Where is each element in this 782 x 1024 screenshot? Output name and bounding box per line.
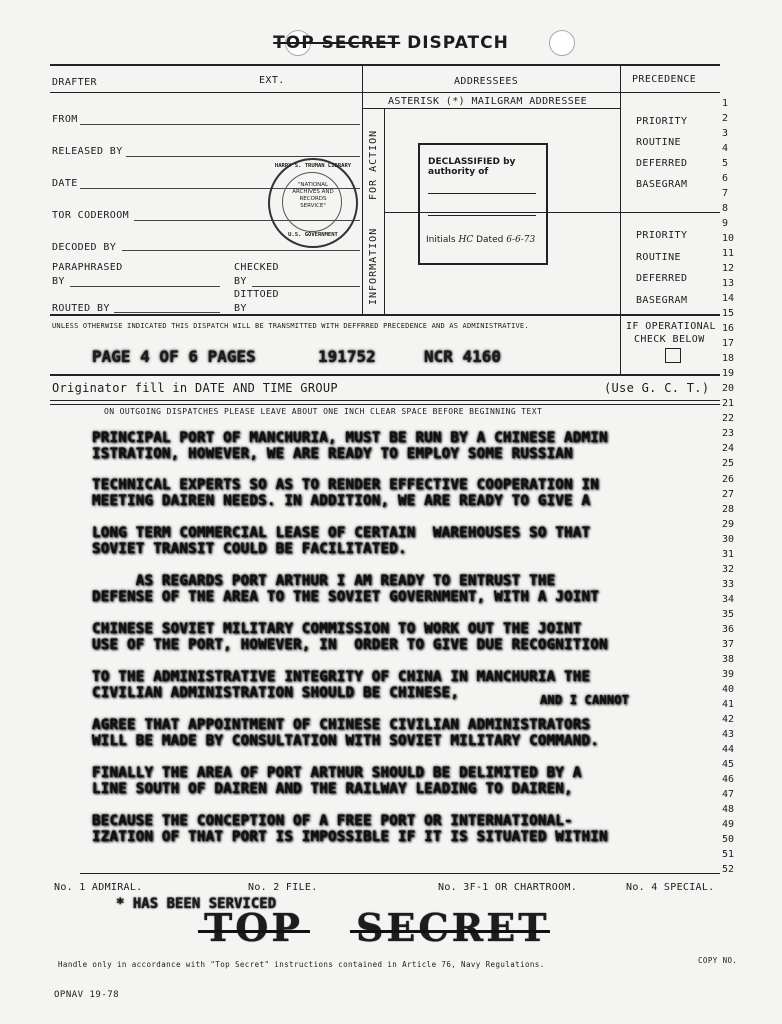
released-by-label: RELEASED BY (52, 146, 123, 157)
body-line-18: IZATION OF THAT PORT IS IMPOSSIBLE IF IT IS SITUATED WITHIN (92, 829, 608, 845)
info-basegram: BASEGRAM (636, 295, 688, 306)
line-number: 4 (722, 143, 729, 155)
seal-line-4: SERVICE" (300, 203, 326, 209)
seal-top-text: HARRY S. TRUMAN LIBRARY (274, 163, 352, 169)
line-number: 26 (722, 473, 735, 485)
checked-label: CHECKED (234, 262, 279, 273)
body-line-16: LINE SOUTH OF DAIREN AND THE RAILWAY LEADING TO DAIREN, (92, 781, 573, 797)
line-number: 39 (722, 668, 735, 680)
body-line-17: BECAUSE THE CONCEPTION OF A FREE PORT OR INTERNATIONAL- (92, 813, 573, 829)
col-divider-2 (384, 108, 385, 314)
routed-by-field (114, 312, 220, 313)
line-number: 16 (722, 323, 735, 335)
line-number: 35 (722, 608, 735, 620)
line-number: 24 (722, 443, 735, 455)
line-number: 14 (722, 293, 735, 305)
line-number: 3 (722, 128, 729, 140)
body-line-11: TO THE ADMINISTRATIVE INTEGRITY OF CHINA IN MANCHURIA THE (92, 669, 591, 685)
line-number: 43 (722, 728, 735, 740)
information-label: INFORMATION (368, 227, 379, 305)
originator-note: Originator fill in DATE AND TIME GROUP (52, 381, 338, 395)
col-divider-3 (620, 64, 621, 314)
operational-checkbox[interactable] (665, 348, 681, 363)
line-number: 49 (722, 818, 735, 830)
body-line-3: TECHNICAL EXPERTS SO AS TO RENDER EFFECTIVE COOPERATION IN (92, 477, 600, 493)
line-number: 38 (722, 653, 735, 665)
ext-label: EXT. (259, 75, 285, 86)
drafter-label: DRAFTER (52, 77, 97, 88)
classification-top: TOP (204, 905, 303, 950)
body-line-14: WILL BE MADE BY CONSULTATION WITH SOVIET MILITARY COMMAND. (92, 733, 600, 749)
body-bottom-rule (80, 873, 720, 874)
line-number: 33 (722, 578, 735, 590)
dated-value: 6-6-73 (506, 235, 536, 245)
precedence-label: PRECEDENCE (632, 74, 697, 85)
from-field (80, 124, 360, 125)
truman-library-seal (268, 158, 358, 248)
line-number: 45 (722, 758, 735, 770)
precedence-divider (620, 212, 720, 213)
declass-heading: DECLASSIFIED by authority of (428, 157, 516, 177)
seal-line-3: RECORDS (299, 196, 327, 202)
body-line-13: AGREE THAT APPOINTMENT OF CHINESE CIVILIAN ADMINISTRATORS (92, 717, 591, 733)
addressees-label: ADDRESSEES (454, 76, 519, 87)
distribution-chartroom: No. 3F-1 OR CHARTROOM. (438, 882, 578, 893)
body-line-4: MEETING DAIREN NEEDS. IN ADDITION, WE ARE READY TO GIVE A (92, 493, 591, 509)
check-below-label: CHECK BELOW (634, 334, 705, 345)
line-number: 9 (722, 218, 729, 230)
title-struck: TOP SECRET (273, 33, 401, 53)
info-routine: ROUTINE (636, 252, 681, 263)
line-number: 15 (722, 308, 735, 320)
decoded-by-field (122, 250, 360, 251)
declassified-stamp (418, 143, 548, 265)
line-number: 23 (722, 428, 735, 440)
seal-line-2: ARCHIVES AND (292, 189, 334, 195)
mailgram-label: ASTERISK (*) MAILGRAM ADDRESSEE (388, 96, 588, 107)
action-routine: ROUTINE (636, 137, 681, 148)
col-divider-4 (620, 314, 621, 374)
body-line-8: DEFENSE OF THE AREA TO THE SOVIET GOVERNMENT, WITH A JOINT (92, 589, 600, 605)
body-line-9: CHINESE SOVIET MILITARY COMMISSION TO WORK OUT THE JOINT (92, 621, 582, 637)
line-number: 11 (722, 248, 735, 260)
use-gct-note: (Use G. C. T.) (604, 381, 710, 395)
checked-field (252, 286, 360, 287)
paraphrased-field (70, 286, 220, 287)
secret-strike (350, 930, 550, 933)
line-number: 17 (722, 338, 735, 350)
action-priority: PRIORITY (636, 116, 688, 127)
line-number: 10 (722, 233, 735, 245)
line-number: 51 (722, 849, 735, 860)
line-number: 22 (722, 413, 735, 425)
copy-number-label: COPY NO. (698, 956, 738, 965)
initials-label: Initials (426, 235, 456, 245)
serviced-note: * HAS BEEN SERVICED (116, 896, 277, 912)
line-number: 25 (722, 458, 735, 470)
declass-line-1 (428, 193, 536, 194)
line-number: 19 (722, 368, 735, 380)
line-number: 42 (722, 713, 735, 725)
title-main: DISPATCH (407, 33, 509, 53)
tor-coderoom-label: TOR CODEROOM (52, 210, 130, 221)
decoded-by-label: DECODED BY (52, 242, 117, 253)
line-number: 47 (722, 788, 735, 800)
body-line-1: PRINCIPAL PORT OF MANCHURIA, MUST BE RUN BY A CHINESE ADMIN (92, 430, 608, 446)
unless-note: UNLESS OTHERWISE INDICATED THIS DISPATCH WILL BE TRANSMITTED WITH DEFFRRED PRECEDENCE AND AS ADMINISTRATIVE. (52, 322, 529, 330)
line-number: 40 (722, 683, 735, 695)
col-divider-1 (362, 64, 363, 314)
dittoed-by-label: BY (234, 303, 247, 314)
dtg-rule-double (50, 404, 720, 405)
line-number: 21 (722, 398, 735, 410)
paraphrased-label: PARAPHRASED (52, 262, 123, 273)
seal-line-1: "NATIONAL (297, 182, 329, 188)
line-number: 18 (722, 353, 735, 365)
line-number: 12 (722, 263, 735, 275)
if-operational-label: IF OPERATIONAL (626, 321, 716, 332)
page-title (0, 33, 782, 53)
handling-note: Handle only in accordance with "Top Secret" instructions contained in Article 76, Navy Regulations. (58, 960, 545, 969)
action-deferred: DEFERRED (636, 158, 688, 169)
action-basegram: BASEGRAM (636, 179, 688, 190)
line-number: 6 (722, 173, 729, 185)
checked-by-label: BY (234, 276, 247, 287)
line-number: 52 (722, 864, 735, 876)
dtg-rule-top (50, 374, 720, 376)
form-number: OPNAV 19-78 (54, 990, 120, 1000)
declass-initials-row (426, 235, 535, 245)
info-priority: PRIORITY (636, 230, 688, 241)
line-number: 32 (722, 563, 735, 575)
line-number: 29 (722, 518, 735, 530)
line-number: 27 (722, 488, 735, 500)
distribution-special: No. 4 SPECIAL. (626, 882, 715, 893)
line-number: 13 (722, 278, 735, 290)
dated-label: Dated (476, 235, 504, 245)
ncr-number: NCR 4160 (424, 347, 502, 366)
line-number: 50 (722, 833, 735, 845)
body-line-7: AS REGARDS PORT ARTHUR I AM READY TO ENTRUST THE (92, 573, 556, 589)
declass-line-2 (428, 215, 536, 216)
from-label: FROM (52, 114, 78, 125)
body-line-2: ISTRATION, HOWEVER, WE ARE READY TO EMPLOY SOME RUSSIAN (92, 446, 573, 462)
line-number: 48 (722, 803, 735, 815)
body-line-10: USE OF THE PORT, HOWEVER, IN ORDER TO GIVE DUE RECOGNITION (92, 637, 608, 653)
outgoing-note: ON OUTGOING DISPATCHES PLEASE LEAVE ABOUT ONE INCH CLEAR SPACE BEFORE BEGINNING TEXT (104, 407, 543, 416)
line-number: 37 (722, 638, 735, 650)
dittoed-label: DITTOED (234, 289, 279, 300)
date-time-group: 191752 (318, 347, 376, 366)
line-number: 5 (722, 158, 729, 170)
line-number: 34 (722, 593, 735, 605)
line-number: 28 (722, 503, 735, 515)
line-number: 30 (722, 533, 735, 545)
paraphrased-by-label: BY (52, 276, 65, 287)
body-insert: AND I CANNOT (540, 693, 630, 707)
line-number: 2 (722, 113, 729, 125)
released-by-field (126, 156, 360, 157)
distribution-admiral: No. 1 ADMIRAL. (54, 882, 143, 893)
line-number: 46 (722, 773, 735, 785)
dtg-rule-bottom (50, 400, 720, 401)
line-number: 20 (722, 383, 735, 395)
date-label: DATE (52, 178, 78, 189)
for-action-label: FOR ACTION (368, 129, 379, 200)
line-number: 1 (722, 98, 729, 109)
body-line-12: CIVILIAN ADMINISTRATION SHOULD BE CHINESE, (92, 685, 468, 701)
distribution-file: No. 2 FILE. (248, 882, 318, 893)
top-strike (198, 930, 310, 933)
mailgram-rule (362, 108, 620, 109)
body-line-15: FINALLY THE AREA OF PORT ARTHUR SHOULD BE DELIMITED BY A (92, 765, 582, 781)
line-number: 44 (722, 743, 735, 755)
line-number: 7 (722, 188, 729, 200)
line-number: 36 (722, 623, 735, 635)
line-number: 31 (722, 548, 735, 560)
seal-center-text (288, 182, 338, 210)
initials-value: HC (458, 235, 474, 245)
body-line-6: SOVIET TRANSIT COULD BE FACILITATED. (92, 541, 407, 557)
line-number: 8 (722, 203, 729, 215)
line-number: 41 (722, 698, 735, 710)
classification-secret: SECRET (356, 905, 550, 950)
routed-by-label: ROUTED BY (52, 303, 110, 314)
page-count: PAGE 4 OF 6 PAGES (92, 347, 256, 366)
seal-bottom-text: U.S. GOVERNMENT (288, 232, 338, 238)
body-line-5: LONG TERM COMMERCIAL LEASE OF CERTAIN WAREHOUSES SO THAT (92, 525, 591, 541)
info-deferred: DEFERRED (636, 273, 688, 284)
